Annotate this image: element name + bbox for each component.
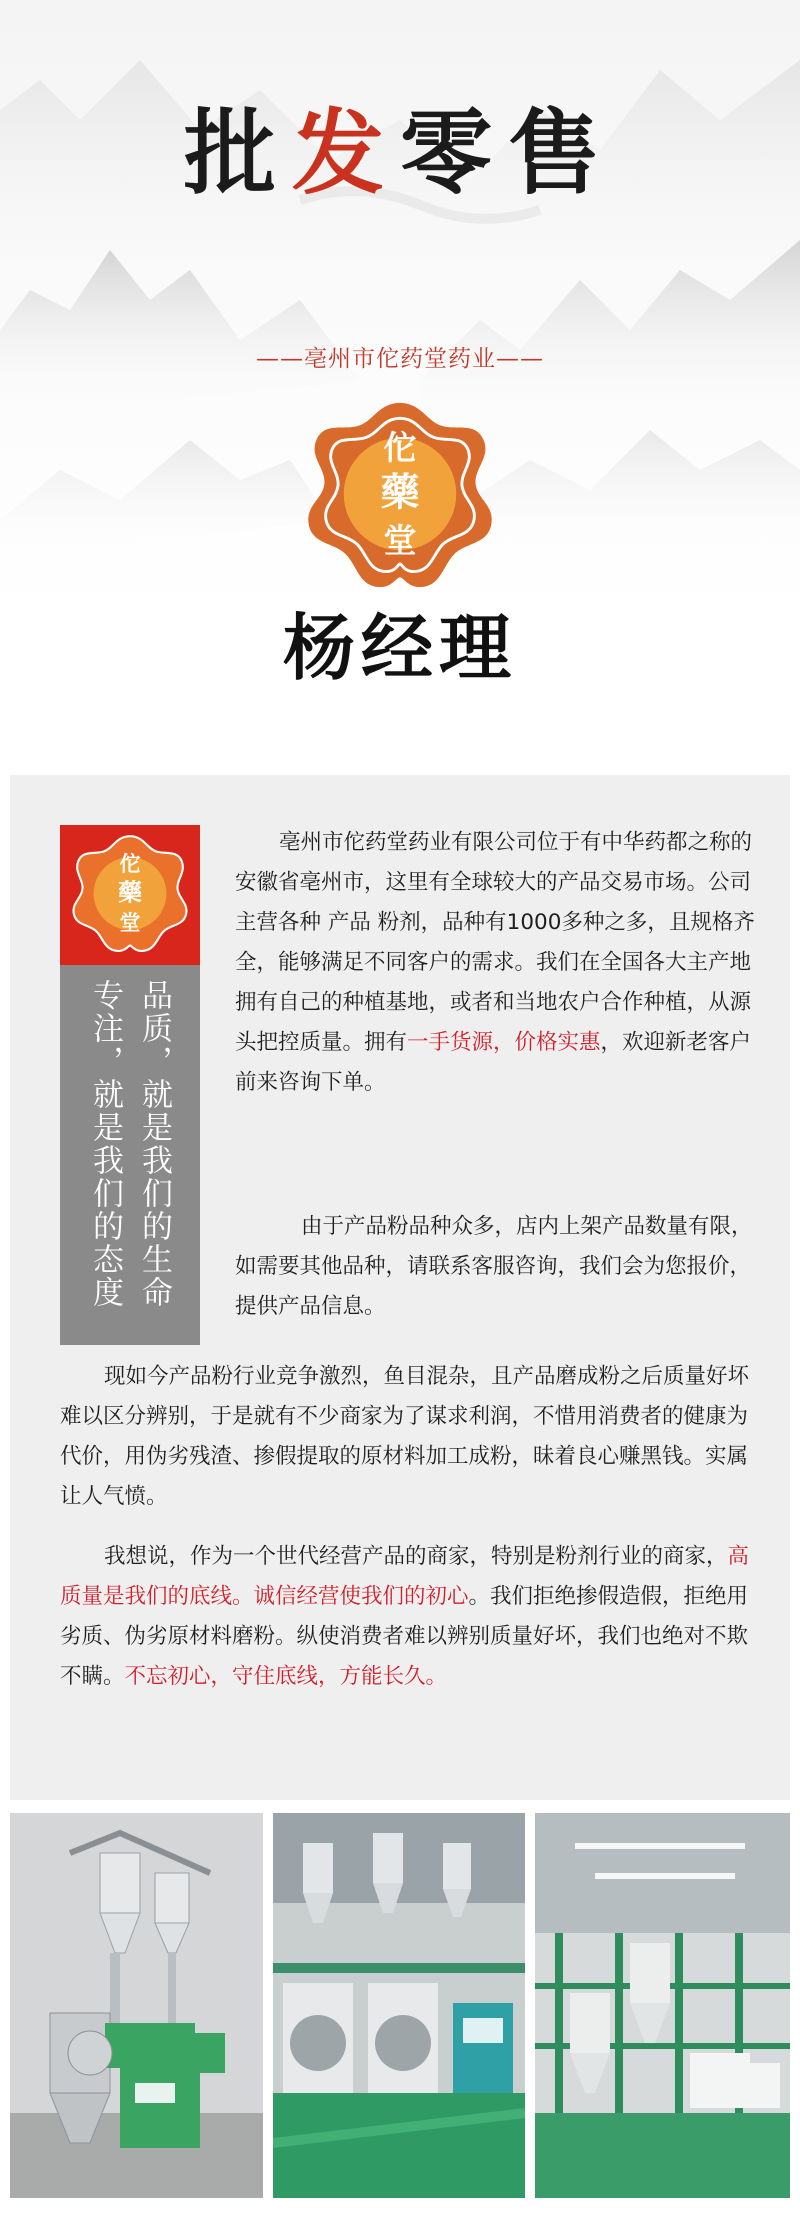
logo-char: 佗 xyxy=(119,851,141,877)
intro-paragraph-2 xyxy=(235,1207,755,1327)
intro-paragraph-3 xyxy=(60,1357,750,1517)
p1-text-end: ，欢迎新老客户前来咨询下单。 xyxy=(235,1030,752,1095)
title-char: 售 xyxy=(508,99,617,207)
title-char-accent: 发 xyxy=(291,99,400,207)
p4-highlight-1: 高质量是我们的底线。诚信经营使我们的初心 xyxy=(60,1544,750,1609)
factory-photo-production-line xyxy=(273,1813,525,2198)
logo-char: 藥 xyxy=(380,470,420,516)
page-title xyxy=(0,80,800,212)
title-char: 零 xyxy=(400,99,509,207)
motto-line-quality: 品质，就是我们的生命 xyxy=(136,979,172,1309)
factory-photo-mill-machine xyxy=(10,1813,263,2198)
company-subtitle: ——亳州市佗药堂药业—— xyxy=(256,346,544,372)
motto-vertical-block xyxy=(60,965,200,1345)
motto-line-focus: 专注，就是我们的态度 xyxy=(87,979,123,1309)
logo-char: 堂 xyxy=(119,910,141,935)
title-char: 批 xyxy=(183,99,292,207)
side-logo-emblem xyxy=(60,825,200,965)
factory-photo-workshop xyxy=(535,1813,790,2198)
logo-char: 佗 xyxy=(383,428,417,468)
logo-char: 藥 xyxy=(118,878,142,907)
p4-highlight-2: 不忘初心，守住底线，方能长久。 xyxy=(124,1664,448,1689)
p4-text: 我想说，作为一个世代经营产品的商家，特别是粉剂行业的商家， xyxy=(104,1544,728,1569)
hero-banner xyxy=(0,0,800,770)
intro-paragraph-1 xyxy=(235,823,755,1103)
p2-text: 由于产品粉品种众多，店内上架产品数量有限，如需要其他品种，请联系客服咨询，我们会为您报价，提供产品信息。 xyxy=(235,1214,753,1319)
p3-text: 现如今产品粉行业竞争激烈，鱼目混杂，且产品磨成粉之后质量好坏难以区分辨别，于是就有不少商家为了谋求利润，不惜用消费者的健康为代价，用伪劣残渣、掺假提取的原材料加工成粉，昧着良心赚黑钱。实属让人气愤。 xyxy=(60,1364,750,1509)
manager-name: 杨经理 xyxy=(282,605,517,690)
company-logo-emblem xyxy=(303,397,497,591)
p1-text: 亳州市佗药堂药业有限公司位于有中华药都之称的安徽省亳州市，这里有全球较大的产品交易市场。公司主营各种 产品 粉剂，品种有1000多种之多，且规格齐全，能够满足不同客户的需求。我们在全国各大主产地拥有自己的种植基地，或者和当地农户合作种植，从源头把控质量。拥有 xyxy=(235,830,755,1055)
side-logo-block xyxy=(60,825,200,965)
p1-highlight: 一手货源，价格实惠 xyxy=(407,1030,601,1055)
company-intro-panel xyxy=(10,775,790,1800)
p4-text-mid: 。我们拒绝掺假造假，拒绝用劣质、伪劣原材料磨粉。纵使消费者难以辨别质量好坏，我们也绝对不欺不瞒。 xyxy=(60,1584,749,1689)
intro-paragraph-4 xyxy=(60,1537,750,1697)
logo-char: 堂 xyxy=(383,521,417,561)
